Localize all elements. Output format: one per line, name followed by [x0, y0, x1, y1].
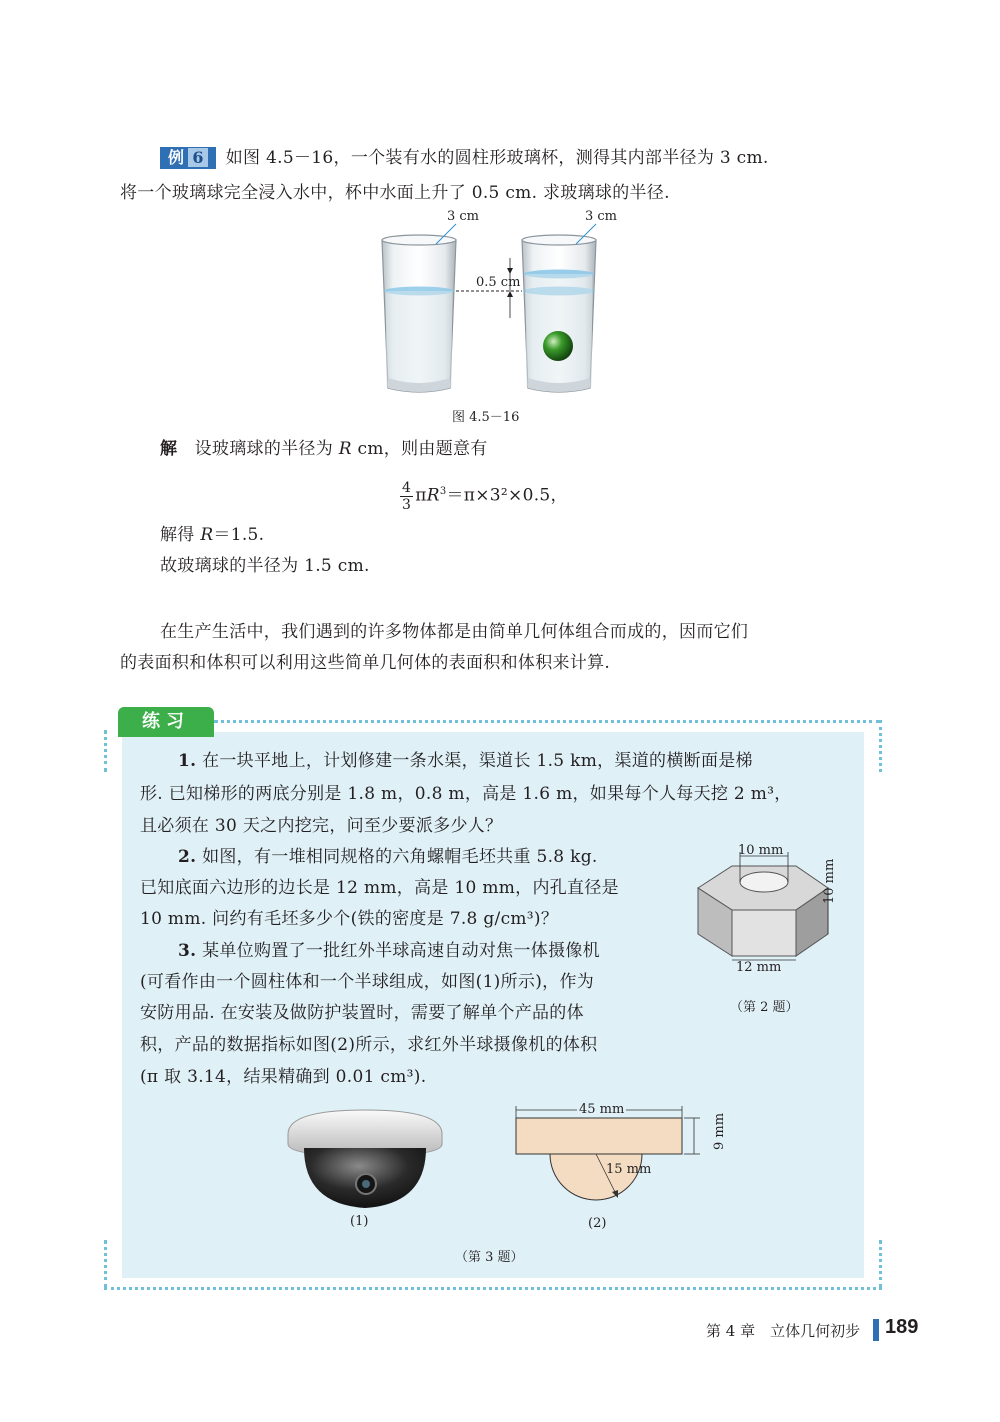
box-border-left-bottom — [104, 1240, 107, 1288]
q3-figure-caption: （第 3 题） — [455, 1250, 524, 1265]
q3-line4: 积，产品的数据指标如图(2)所示，求红外半球摄像机的体积 — [140, 1035, 598, 1055]
nut-caption: （第 2 题） — [730, 1000, 799, 1015]
solution-line1: 解 设玻璃球的半径为 R cm，则由题意有 — [160, 439, 488, 459]
footer-divider — [873, 1319, 879, 1341]
nut-label-side: 10 mm — [822, 858, 837, 904]
box-border-left-top — [104, 730, 107, 772]
page-number: 189 — [885, 1316, 919, 1338]
solution-line3: 解得 R＝1.5. — [160, 525, 265, 545]
left-glass — [382, 235, 456, 392]
q2-line1: 2. 如图，有一堆相同规格的六角螺帽毛坯共重 5.8 kg. — [178, 847, 598, 867]
exercise-title: 练习 — [118, 707, 214, 737]
paragraph-line2: 的表面积和体积可以利用这些简单几何体的表面积和体积来计算. — [120, 653, 611, 673]
q1-line1: 1. 在一块平地上，计划修建一条水渠，渠道长 1.5 km，渠道的横断面是梯 — [178, 751, 753, 771]
fig-label-right: 3 cm — [585, 209, 618, 224]
equation-fraction: $\frac{4}{3}$ — [402, 479, 412, 513]
fig-label-rise: 0.5 cm — [476, 275, 521, 290]
camera-diagram — [508, 1100, 720, 1220]
q2-line3: 10 mm. 问约有毛坯多少个(铁的密度是 7.8 g/cm³)？ — [140, 909, 559, 929]
fig-label-left: 3 cm — [447, 209, 480, 224]
q1-line3: 且必须在 30 天之内挖完，问至少要派多少人？ — [140, 816, 503, 836]
box-border-right-top — [879, 720, 882, 772]
glass-ball — [543, 331, 573, 361]
q3-line2: (可看作由一个圆柱体和一个半球组成，如图(1)所示)，作为 — [140, 972, 595, 992]
diagram-height-label: 9 mm — [712, 1112, 727, 1150]
dome-camera-figure — [282, 1104, 448, 1212]
example-text-line2: 将一个玻璃球完全浸入水中，杯中水面上升了 0.5 cm. 求玻璃球的半径. — [120, 183, 670, 203]
box-border-right-bottom — [879, 1240, 882, 1288]
solution-equation: $\frac{4}{3}$ $\pi R^3=\pi\times 3^2\times 0.5$， — [402, 479, 568, 513]
q1-line2: 形. 已知梯形的两底分别是 1.8 m，0.8 m，高是 1.6 m，如果每个人每天挖 2 m³， — [140, 784, 792, 804]
example-text-line1: 如图 4.5－16，一个装有水的圆柱形玻璃杯，测得其内部半径为 3 cm. — [225, 148, 769, 168]
q3-line3: 安防用品. 在安装及做防护装置时，需要了解单个产品的体 — [140, 1003, 584, 1023]
diagram-width-label: 45 mm — [579, 1102, 625, 1117]
footer-chapter: 第 4 章 立体几何初步 — [706, 1322, 861, 1340]
box-border-bottom — [104, 1287, 882, 1290]
right-glass — [522, 235, 596, 392]
q3-line5: (π 取 3.14，结果精确到 0.01 cm³). — [140, 1067, 427, 1087]
diagram-radius-label: 15 mm — [606, 1162, 652, 1177]
solution-label: 解 — [160, 439, 178, 459]
example-heading-line — [160, 143, 769, 173]
q3-line1: 3. 某单位购置了一批红外半球高速自动对焦一体摄像机 — [178, 941, 600, 961]
box-border-top — [214, 720, 880, 723]
diagram-caption: (2) — [588, 1216, 607, 1231]
camera-caption: (1) — [350, 1214, 369, 1229]
solution-line4: 故玻璃球的半径为 1.5 cm. — [160, 556, 370, 576]
nut-label-bottom: 12 mm — [736, 960, 782, 975]
q2-line2: 已知底面六边形的边长是 12 mm，高是 10 mm，内孔直径是 — [140, 878, 619, 898]
example-tag: 例 6 — [160, 147, 216, 169]
nut-label-top: 10 mm — [738, 843, 784, 858]
glasses-figure — [370, 208, 620, 404]
fig-caption: 图 4.5－16 — [452, 410, 520, 425]
paragraph-line1: 在生产生活中，我们遇到的许多物体都是由简单几何体组合而成的，因而它们 — [160, 622, 749, 642]
